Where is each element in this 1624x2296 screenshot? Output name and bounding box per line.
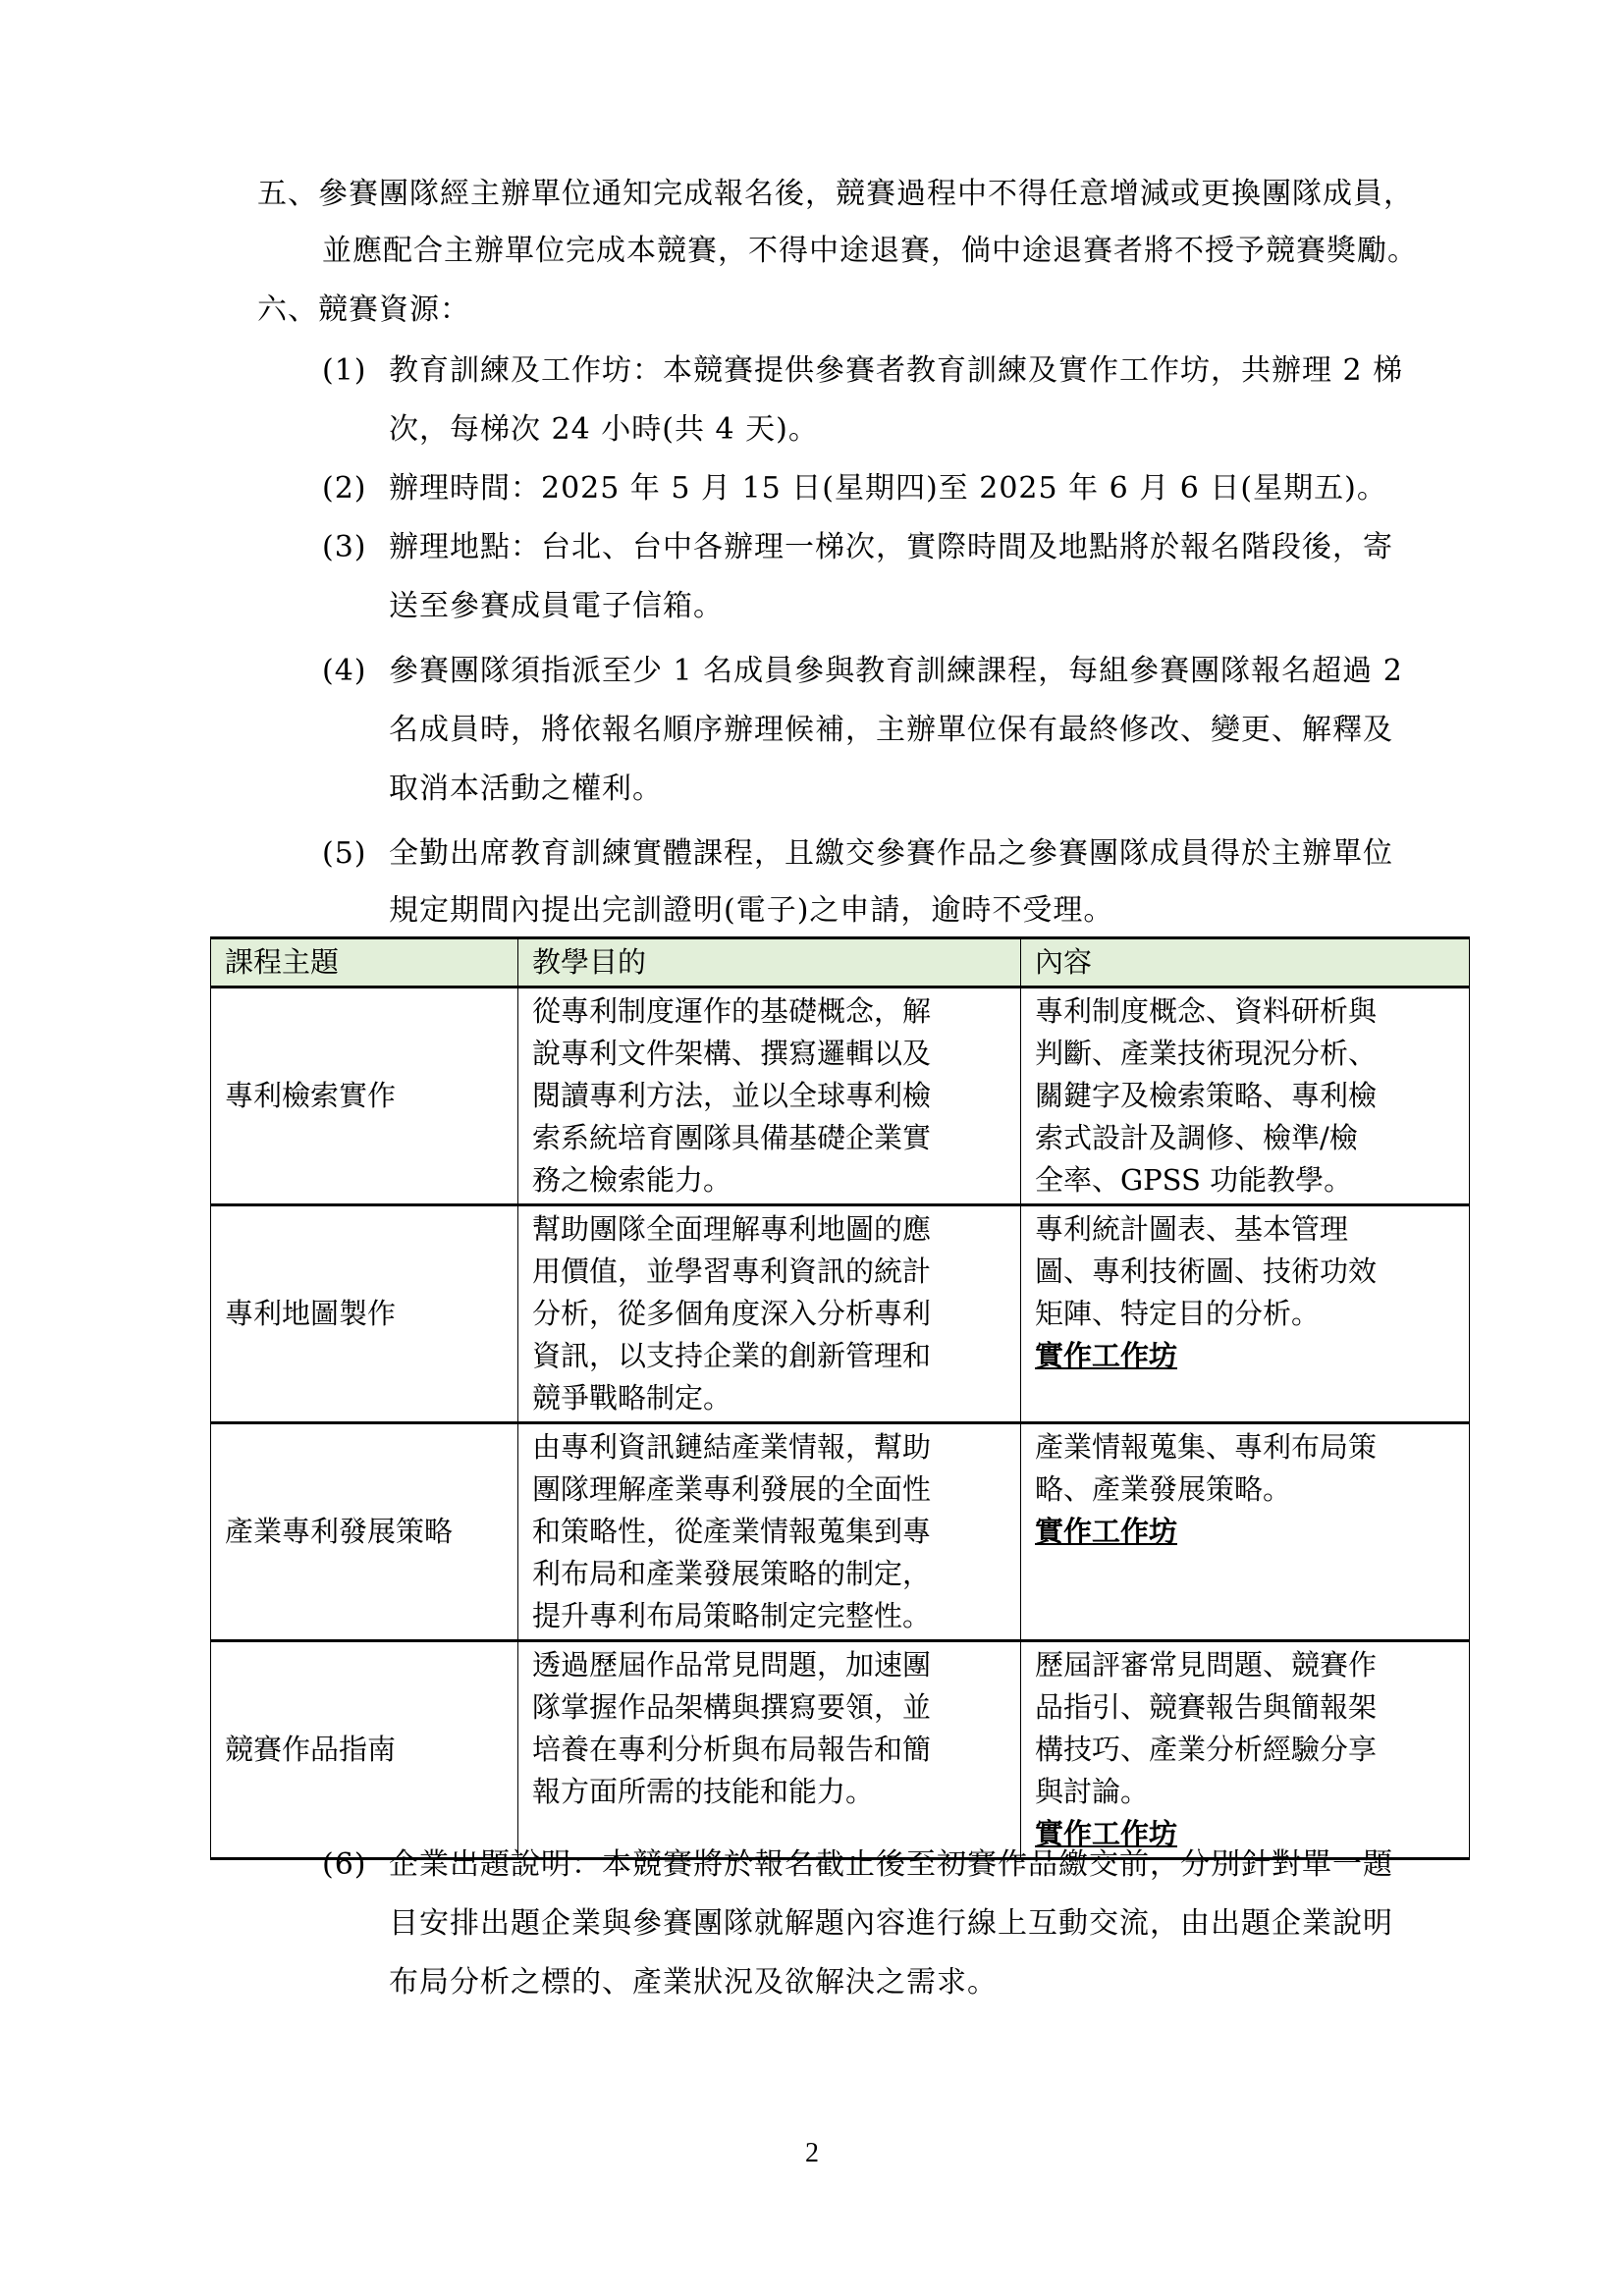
- table-row: [211, 1423, 1470, 1641]
- section-5-line-2: 並應配合主辦單位完成本競賽，不得中途退賽，倘中途退賽者將不授予競賽獎勵。: [322, 234, 1418, 268]
- purpose-line: 培養在專利分析與布局報告和簡: [532, 1733, 932, 1766]
- content-line: 專利制度概念、資料研析與: [1035, 994, 1378, 1028]
- content-line: 略、產業發展策略。: [1035, 1472, 1292, 1506]
- item-1-line-1: (1) 教育訓練及工作坊：本競賽提供參賽者教育訓練及實作工作坊，共辦理 2 梯: [322, 351, 1403, 391]
- item-number: (2): [322, 471, 367, 506]
- item-6-line-1: (6) 企業出題說明：本競賽將於報名截止後至初賽作品繳交前，分別針對單一題: [322, 1845, 1393, 1885]
- purpose-line: 索系統培育團隊具備基礎企業實: [532, 1121, 932, 1154]
- course-purpose: [518, 1641, 1021, 1859]
- content-line: 索式設計及調修、檢準/檢: [1035, 1121, 1358, 1154]
- header-content: 內容: [1021, 938, 1470, 988]
- content-line: 矩陣、特定目的分析。: [1035, 1297, 1321, 1330]
- table-header-row: [211, 938, 1470, 988]
- item-number: (5): [322, 836, 367, 871]
- item-4-line-3: 取消本活動之權利。: [389, 772, 663, 806]
- item-5-line-1: (5) 全勤出席教育訓練實體課程，且繳交參賽作品之參賽團隊成員得於主辦單位: [322, 834, 1393, 874]
- purpose-line: 用價值，並學習專利資訊的統計: [532, 1255, 932, 1288]
- item-4-line-2: 名成員時，將依報名順序辦理候補，主辦單位保有最終修改、變更、解釋及: [389, 713, 1393, 747]
- item-6-line-2: 目安排出題企業與參賽團隊就解題內容進行線上互動交流，由出題企業說明: [389, 1906, 1393, 1941]
- course-topic: 專利檢索實作: [211, 988, 518, 1205]
- purpose-line: 資訊，以支持企業的創新管理和: [532, 1339, 932, 1372]
- purpose-line: 和策略性，從產業情報蒐集到專: [532, 1515, 932, 1548]
- item-6-line-3: 布局分析之標的、產業狀況及欲解決之需求。: [389, 1965, 998, 2000]
- purpose-line: 幫助團隊全面理解專利地圖的應: [532, 1212, 932, 1246]
- section-6-marker: 六、: [257, 293, 318, 327]
- workshop-label: 實作工作坊: [1035, 1339, 1178, 1372]
- course-topic: 專利地圖製作: [211, 1205, 518, 1423]
- content-line: 與討論。: [1035, 1775, 1150, 1808]
- course-purpose: [518, 1423, 1021, 1641]
- section-5-marker: 五、: [257, 177, 318, 211]
- content-line: 關鍵字及檢索策略、專利檢: [1035, 1079, 1378, 1112]
- content-line: 判斷、產業技術現況分析、: [1035, 1037, 1378, 1070]
- header-topic: 課程主題: [211, 938, 518, 988]
- item-number: (4): [322, 654, 367, 688]
- purpose-line: 從專利制度運作的基礎概念，解: [532, 994, 932, 1028]
- workshop-label: 實作工作坊: [1035, 1817, 1178, 1850]
- item-1-line-2: 次，每梯次 24 小時(共 4 天)。: [389, 412, 819, 447]
- item-3-line-1: (3) 辦理地點：台北、台中各辦理一梯次，實際時間及地點將於報名階段後，寄: [322, 528, 1393, 567]
- content-line: 歷屆評審常見問題、競賽作: [1035, 1648, 1378, 1682]
- course-topic: 競賽作品指南: [211, 1641, 518, 1859]
- course-purpose: [518, 1205, 1021, 1423]
- item-number: (1): [322, 353, 367, 388]
- item-number: (3): [322, 530, 367, 564]
- section-6-heading: [257, 291, 470, 330]
- purpose-line: 務之檢索能力。: [532, 1163, 732, 1197]
- header-purpose: 教學目的: [518, 938, 1021, 988]
- item-5-line-2: 規定期間內提出完訓證明(電子)之申請，逾時不受理。: [389, 893, 1114, 928]
- purpose-line: 說專利文件架構、撰寫邏輯以及: [532, 1037, 932, 1070]
- table-row: [211, 1205, 1470, 1423]
- item-4-line-1: (4) 參賽團隊須指派至少 1 名成員參與教育訓練課程，每組參賽團隊報名超過 2: [322, 652, 1403, 691]
- purpose-line: 分析，從多個角度深入分析專利: [532, 1297, 932, 1330]
- content-line: 全率、GPSS 功能教學。: [1035, 1163, 1353, 1197]
- purpose-line: 利布局和產業發展策略的制定，: [532, 1557, 932, 1590]
- course-content: [1021, 1423, 1470, 1641]
- table-row: [211, 988, 1470, 1205]
- content-line: 產業情報蒐集、專利布局策: [1035, 1430, 1378, 1464]
- purpose-line: 競爭戰略制定。: [532, 1381, 732, 1415]
- purpose-line: 團隊理解產業專利發展的全面性: [532, 1472, 932, 1506]
- course-content: [1021, 1641, 1470, 1859]
- purpose-line: 透過歷屆作品常見問題，加速團: [532, 1648, 932, 1682]
- item-3-line-2: 送至參賽成員電子信箱。: [389, 589, 724, 623]
- content-line: 專利統計圖表、基本管理: [1035, 1212, 1349, 1246]
- course-topic: 產業專利發展策略: [211, 1423, 518, 1641]
- purpose-line: 提升專利布局策略制定完整性。: [532, 1599, 932, 1632]
- purpose-line: 隊掌握作品架構與撰寫要領，並: [532, 1690, 932, 1724]
- purpose-line: 閱讀專利方法，並以全球專利檢: [532, 1079, 932, 1112]
- course-purpose: [518, 988, 1021, 1205]
- course-table: [210, 936, 1470, 1860]
- content-line: 圖、專利技術圖、技術功效: [1035, 1255, 1378, 1288]
- table-row: [211, 1641, 1470, 1859]
- section-6-title: 競賽資源：: [318, 293, 470, 327]
- content-line: 品指引、競賽報告與簡報架: [1035, 1690, 1378, 1724]
- course-content: [1021, 1205, 1470, 1423]
- item-2-line-1: (2) 辦理時間：2025 年 5 月 15 日(星期四)至 2025 年 6 月 6 日(星期五)。: [322, 469, 1387, 508]
- item-number: (6): [322, 1847, 367, 1882]
- workshop-label: 實作工作坊: [1035, 1515, 1178, 1548]
- course-content: [1021, 988, 1470, 1205]
- section-5-line-1: 五、參賽團隊經主辦單位通知完成報名後，競賽過程中不得任意增減或更換團隊成員，: [257, 177, 1414, 211]
- purpose-line: 由專利資訊鏈結產業情報，幫助: [532, 1430, 932, 1464]
- content-line: 構技巧、產業分析經驗分享: [1035, 1733, 1378, 1766]
- page-number: 2: [805, 2138, 819, 2168]
- purpose-line: 報方面所需的技能和能力。: [532, 1775, 875, 1808]
